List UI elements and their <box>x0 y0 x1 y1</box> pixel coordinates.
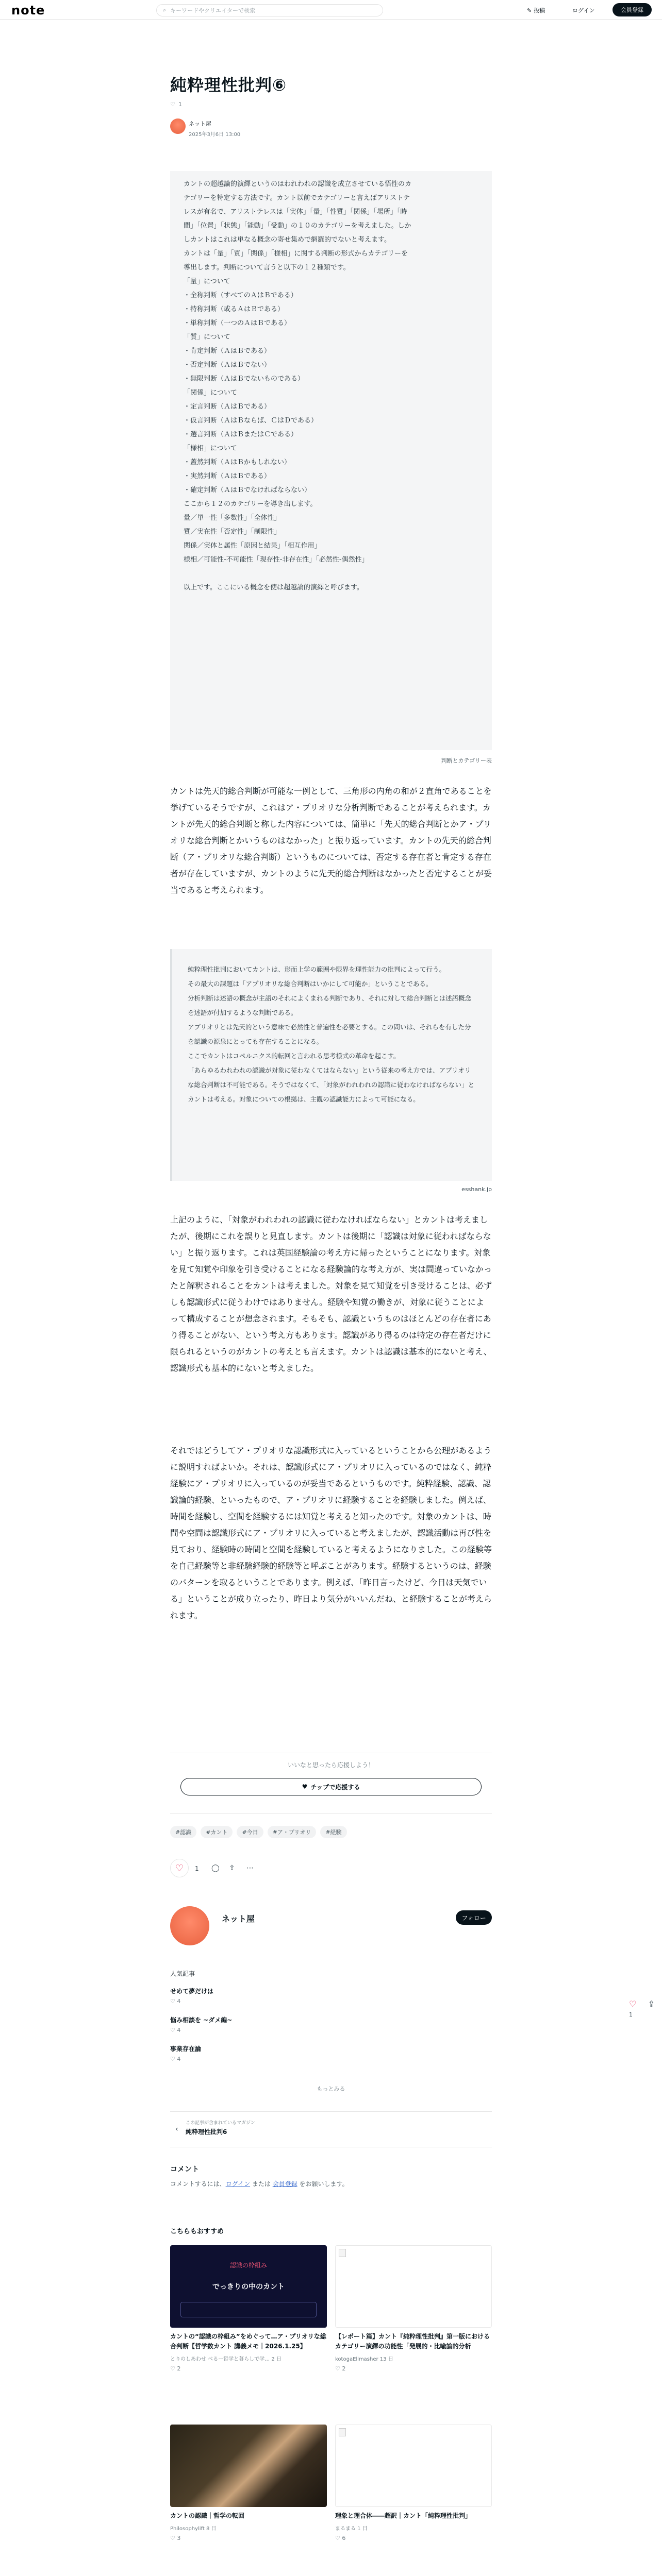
card-author[interactable]: Philosophylift 8 日 <box>170 2526 217 2532</box>
more-link[interactable]: もっとみる <box>317 2086 345 2092</box>
chevron-left-icon: ‹ <box>175 2125 178 2133</box>
box-line: ・肯定判断（ＡはＢである） <box>184 347 271 355</box>
quote-line: 分析判断は述語の概念が主語のそれによくまれる判断であり、それに対して総合判断とは述語概念を述語が付加するような判断である。 <box>188 994 472 1016</box>
recommended-heading: こちらもおすすめ <box>170 2228 224 2235</box>
signup-button[interactable]: 会員登録 <box>613 3 652 16</box>
box-line: 間」「位置」「状態」「能動」「受動」の１０のカテゴリーを考えました。しか <box>184 222 411 230</box>
box-line: 「質」について <box>184 333 230 341</box>
box-line: カントは「量」「質」「関係」「様相」に関する判断の形式からカテゴリーを <box>184 250 408 258</box>
box-line: 導出します。判断について言うと以下の１２種類です。 <box>184 264 350 272</box>
article-card[interactable] <box>335 2245 492 2372</box>
avatar[interactable] <box>170 118 186 134</box>
like-counter-top[interactable] <box>170 101 182 108</box>
post-button[interactable] <box>527 4 545 16</box>
box-line: ・否定判断（ＡはＢでない） <box>184 361 271 369</box>
article-card[interactable] <box>170 2245 327 2372</box>
tip-button-label: チップで応援する <box>310 1783 360 1791</box>
search-placeholder: キーワードやクリエイターで検索 <box>170 7 255 14</box>
popular-heading: 人気記事 <box>170 1970 195 1977</box>
profile-avatar[interactable] <box>170 1906 209 1945</box>
like-count: 1 <box>178 101 182 108</box>
pen-icon: ✎ <box>527 7 532 14</box>
box-line: 以上です。ここにいる概念を使は超越論的演繹と呼びます。 <box>184 584 363 591</box>
box-line: ・仮言判断（ＡはＢならば、ＣはＤである） <box>184 417 318 425</box>
like-button[interactable] <box>170 1859 189 1877</box>
box-line: 様相／可能性-不可能性「現存性-非存在性」「必然性-偶然性」 <box>184 556 369 564</box>
box-line: 関係／実体と属性「原因と結果」「相互作用」 <box>184 542 321 550</box>
card-thumbnail[interactable] <box>335 2425 492 2507</box>
tip-button[interactable] <box>180 1778 482 1795</box>
quote-source[interactable]: esshank.jp <box>461 1186 492 1193</box>
box-line: ・全称判断（すべてのＡはＢである） <box>184 292 297 299</box>
card-title[interactable]: カントの認識｜哲学の転回 <box>170 2512 245 2519</box>
comments-heading: コメント <box>170 2165 199 2174</box>
box-line: ・特称判断（或るＡはＢである） <box>184 306 285 313</box>
box-line: 「様相」について <box>184 445 237 452</box>
card-like-count[interactable]: ♡ 3 <box>170 2535 181 2541</box>
card-thumbnail[interactable] <box>170 2425 327 2507</box>
image-caption: 判断とカテゴリー表 <box>441 757 492 764</box>
magazine-title: 純粋理性批判6 <box>186 2128 227 2136</box>
magazine-link[interactable] <box>170 2111 492 2147</box>
more-icon[interactable]: ⋯ <box>246 1864 254 1872</box>
box-line: レスが有名で、アリストテレスは「実体」「量」「性質」「関係」「場所」「時 <box>184 208 407 216</box>
post-label: 投稿 <box>534 7 545 14</box>
box-line: 量／単一性「多数性」「全体性」 <box>184 514 281 522</box>
heart-icon: ♡ <box>170 101 175 108</box>
popular-like-count: ♡ 4 <box>170 1998 181 2005</box>
popular-item[interactable]: 事業存在論 <box>170 2045 202 2053</box>
tag-item[interactable]: #今日 <box>237 1826 263 1838</box>
site-header <box>0 0 662 20</box>
box-line: しカントはこれは単なる概念の寄せ集めで網羅的でないと考えます。 <box>184 236 391 244</box>
popular-like-count: ♡ 4 <box>170 2027 181 2033</box>
box-line: ・定言判断（ＡはＢである） <box>184 403 271 411</box>
card-title[interactable]: 理象と理合体――超訳｜カント「純粋理性批判」 <box>335 2512 472 2519</box>
card-thumbnail[interactable] <box>335 2245 492 2328</box>
box-line: ・蓋然判断（ＡはＢかもしれない） <box>184 459 291 466</box>
article-card[interactable] <box>170 2425 327 2541</box>
tip-question: いいなと思ったら応援しよう！ <box>287 1761 374 1769</box>
tip-section <box>170 1753 492 1814</box>
box-line <box>184 567 478 581</box>
tag-item[interactable]: #経験 <box>320 1826 346 1838</box>
quote-line: ここでカントはコペルニクス的転回と言われる思考様式の革命を起こす。 <box>188 1052 400 1060</box>
card-title[interactable]: カントの“認識の枠組み”をめぐって…ア・プリオリな総合判断【哲学数カント 講義メモ｜2026.1.25】 <box>170 2333 326 2350</box>
box-line: カントの超越論的演繹というのはわれわれの認識を成立させている悟性のカ <box>184 180 412 188</box>
body-paragraph-1: カントは先天的総合判断が可能な一例として、三角形の内角の和が２直角であることを挙げているそうですが、これはア・プリオリな分析判断であることが考えられます。カントが先天的総合判断と称した内容については、簡単に「先天的総合判断とかア・プリオリな総合判断とかいうものはなかった」と振り返っています。カントの先天的総合判断（ア・プリオリな総合判断）というものについては、否定する存在者と肯定する存在者が存在していますが、カントのように先天的総合判断はなかったと否定することが妥当であると考えられます。 <box>170 786 492 895</box>
like-count: 1 <box>195 1865 199 1872</box>
quote-line: 「あらゆるわれわれの認識が対象に従わなくてはならない」という従来の考え方では、アプリオリな総合判断は不可能である。そうではなくて、「対象がわれわれの認識に従わなければならない」とカントは考える。対象についての根拠は、主観の認識能力によって可能になる。 <box>188 1066 475 1103</box>
box-line: ・単称判断（一つのＡはＢである） <box>184 319 291 327</box>
heart-coin-icon: ♥ <box>302 1783 308 1790</box>
popular-item[interactable]: 悩み相談を ~ダメ編~ <box>170 2016 233 2024</box>
box-line: ・実然判断（ＡはＢである） <box>184 472 271 480</box>
tag-item[interactable]: #認識 <box>170 1826 196 1838</box>
note-logo[interactable]: note <box>11 3 45 18</box>
card-author[interactable]: kotogaEllmasher 13 日 <box>335 2357 393 2362</box>
blockquote <box>170 949 492 1181</box>
box-line: ・無限判断（ＡはＢでないものである） <box>184 375 305 383</box>
quote-line: 純粋理性批判においてカントは、形而上学の範囲や限界を理性能力の批判によって行う。 <box>188 965 446 973</box>
body-paragraph-2: 上記のように、「対象がわれわれの認識に従わなければならない」とカントは考えましたが、後期にこれを誤りと見直します。カントは後期に「認識は対象に従わればならない」と振り返ります。これは英国経験論の考え方に帰ったということになります。対象を見て知覚や印象を引き受けることになる経験論的な考え方が、実は間違っていなかったと解釈されることをカントは考えました。対象を見て知覚を引き受けることは、必ずしも認識形式に従うわけではありません。経験や知覚の働きが、対象に従うことによって構成することが想念されます。そもそも、認識というものはほとんどの存在者にあり得ることがない、という考え方もあります。認識があり得るのは特定の存在者だけに限られるというのがカントの考えとも言えます。カントは認識は基本的にないと考え、認識形式も基本的にないと考えました。 <box>170 1215 492 1373</box>
follow-button[interactable]: フォロー <box>456 1910 492 1925</box>
popular-like-count: ♡ 4 <box>170 2056 181 2062</box>
card-author[interactable]: まるまる 1 日 <box>335 2526 368 2532</box>
box-line: ここから１２のカテゴリーを導き出します。 <box>184 500 317 508</box>
popular-item[interactable]: せめて夢だけは <box>170 1988 214 1995</box>
tag-list <box>170 1826 347 1838</box>
heart-icon[interactable]: ♡ 1 <box>629 1999 637 2018</box>
comment-login-prompt: コメントするには、ログイン または 会員登録 をお願いします。 <box>170 2180 349 2188</box>
author-name[interactable]: ネット屋 <box>189 121 211 127</box>
box-line: 質／実在性「否定性」「制限性」 <box>184 528 281 536</box>
card-like-count[interactable]: ♡ 2 <box>335 2365 346 2372</box>
search-input[interactable] <box>156 4 383 16</box>
box-line: ・確定判断（ＡはＢでなければならない） <box>184 486 311 494</box>
body-paragraph-3: それではどうしてア・プリオリな認識形式に入っているということから公理があるように説明すればよいか。それは、認識形式にア・プリオリに入っているのではなく、純粋経験にア・プリオリに入っているのが妥当であるというものです。純粋経験、認識、認識論的経験、といったもので、ア・プリオリに経験することを経験しました。例えば、時間を経験し、空間を経験するには知覚と考えると知ったのです。対象のカントは、時間や空間は認識形式にア・プリオリに入っていると考えましたが、認識活動は再び性を見ており、経験時の時間と空間を経験していると考えるようになりました。この経験等を自己経験等と非経験経験的経験等と呼ぶことがあります。経験するというのは、経験のパターンを取るということであります。例えば、「昨日言ったけど、今日は天気でいる」ということが成り立ったり、昨日より気分がいいんだね、と経験することが考えられます。 <box>170 1446 492 1620</box>
quote-line: アプリオリとは先天的という意味で必然性と普遍性を必要とする。この問いは、それらを有した分を認識の源泉にとっても存在することになる。 <box>188 1023 471 1045</box>
tag-item[interactable]: #カント <box>201 1826 233 1838</box>
card-like-count[interactable]: ♡ 2 <box>170 2365 181 2372</box>
thumb-sub: でっきりの中のカント <box>212 2283 285 2291</box>
box-line: ・選言判断（ＡはＢまたはＣである） <box>184 431 298 438</box>
card-like-count[interactable]: ♡ 6 <box>335 2535 346 2541</box>
post-date: 2025年3月6日 13:00 <box>189 132 241 138</box>
login-button[interactable]: ログイン <box>572 7 595 14</box>
box-line: 「量」について <box>184 278 230 285</box>
thumb-heading: 認識の枠組み <box>229 2262 267 2269</box>
box-line: 「関係」について <box>184 389 237 397</box>
profile-name[interactable]: ネット屋 <box>222 1914 255 1924</box>
tag-item[interactable]: #ア・プリオリ <box>268 1826 317 1838</box>
register-link[interactable]: 会員登録 <box>272 2180 297 2188</box>
page-title: 純粋理性批判⑥ <box>170 75 287 95</box>
search-icon: ⌕ <box>163 7 167 13</box>
article-card[interactable] <box>335 2425 492 2541</box>
comment-icon[interactable]: ◯ <box>211 1864 220 1872</box>
login-link[interactable]: ログイン <box>225 2180 251 2188</box>
card-title[interactable]: 【レポート篇】カント『純粋理性批判』第一版におけるカテゴリー演繹の功能性「発展的・比喩論的分析 <box>335 2333 490 2350</box>
card-thumbnail[interactable] <box>170 2245 327 2328</box>
heart-icon: ♡ <box>175 1862 184 1874</box>
floating-actions <box>629 1999 655 2018</box>
quote-line: その最大の課題は「アプリオリな総合判断はいかにして可能か」ということである。 <box>188 980 433 988</box>
card-author[interactable]: とりのしあわせ べるー哲学と暮らしで学… 2 日 <box>170 2357 282 2362</box>
share-icon[interactable]: ⇪ <box>648 1999 655 2009</box>
share-icon[interactable]: ⇪ <box>229 1864 235 1872</box>
box-line: テゴリーを特定する方法です。カント以前でカテゴリーと言えばアリストテ <box>184 194 410 202</box>
category-box <box>170 171 492 750</box>
magazine-label: この記事が含まれているマガジン <box>186 2121 255 2126</box>
